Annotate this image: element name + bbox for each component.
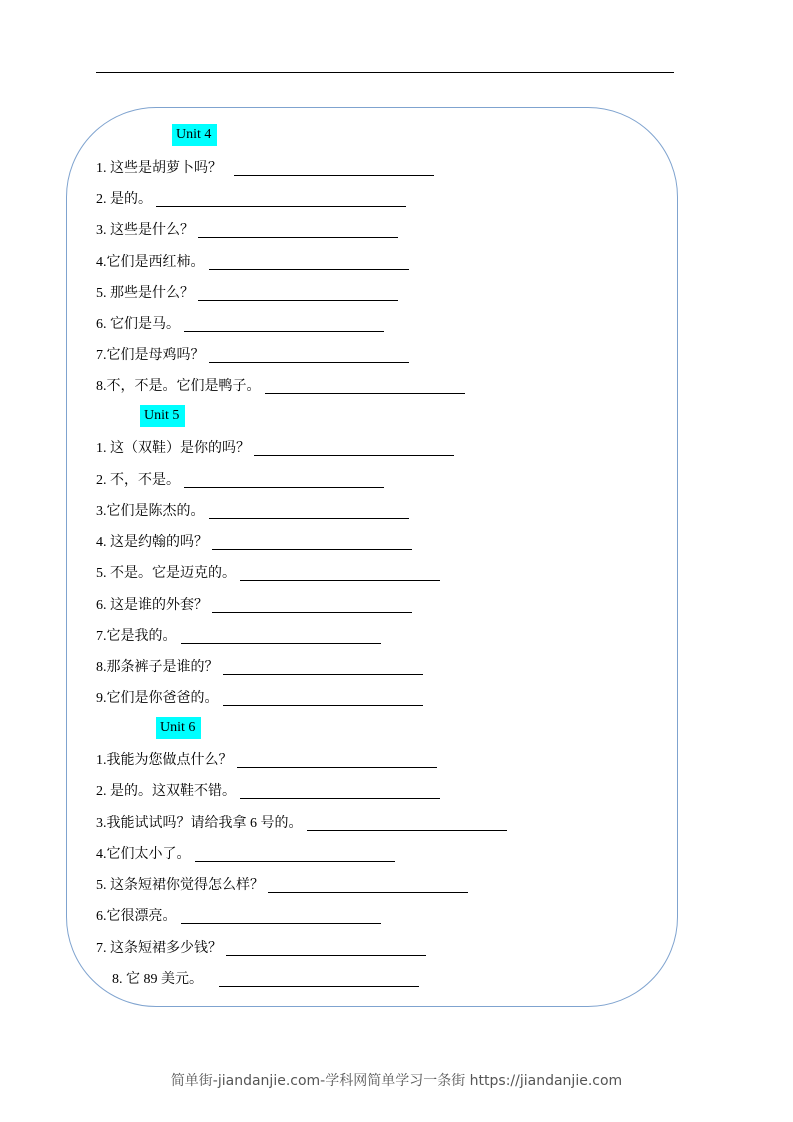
question-row	[96, 875, 468, 895]
question-row	[96, 376, 465, 396]
question-text: 8.不，不是。它们是鸭子。	[96, 379, 261, 394]
question-text: 7. 这条短裙多少钱？	[96, 941, 222, 956]
question-row	[96, 345, 409, 365]
question-text: 4.它们是西红柿。	[96, 255, 205, 270]
question-row	[96, 626, 381, 646]
question-row	[112, 969, 419, 989]
question-text: 3.我能试试吗？请给我拿 6 号的。	[96, 816, 303, 831]
question-text: 7.它是我的。	[96, 629, 177, 644]
question-text: 1.我能为您做点什么？	[96, 753, 233, 768]
header-rule	[96, 72, 674, 73]
question-row	[96, 220, 398, 240]
answer-blank[interactable]	[268, 892, 468, 893]
question-text: 2. 是的。这双鞋不错。	[96, 784, 236, 799]
answer-blank[interactable]	[181, 923, 381, 924]
question-text: 4.它们太小了。	[96, 847, 191, 862]
question-row	[96, 938, 426, 958]
answer-blank[interactable]	[209, 518, 409, 519]
question-text: 3. 这些是什么？	[96, 223, 194, 238]
question-text: 3.它们是陈杰的。	[96, 504, 205, 519]
answer-blank[interactable]	[198, 300, 398, 301]
answer-blank[interactable]	[234, 175, 434, 176]
answer-blank[interactable]	[195, 861, 395, 862]
question-row	[96, 501, 409, 521]
answer-blank[interactable]	[209, 269, 409, 270]
question-text: 8. 它 89 美元。	[112, 972, 203, 987]
answer-blank[interactable]	[240, 580, 440, 581]
answer-blank[interactable]	[156, 206, 406, 207]
answer-blank[interactable]	[212, 612, 412, 613]
question-row	[96, 688, 423, 708]
question-text: 6.它很漂亮。	[96, 909, 177, 924]
answer-blank[interactable]	[184, 487, 384, 488]
question-row	[96, 532, 412, 552]
question-row	[96, 844, 395, 864]
answer-blank[interactable]	[198, 237, 398, 238]
question-text: 5. 不是。它是迈克的。	[96, 566, 236, 581]
question-text: 1. 这些是胡萝卜吗？	[96, 161, 222, 176]
question-text: 4. 这是约翰的吗？	[96, 535, 208, 550]
question-text: 2. 不，不是。	[96, 473, 180, 488]
question-row	[96, 158, 434, 178]
question-row	[96, 470, 384, 490]
question-row	[96, 314, 384, 334]
question-text: 9.它们是你爸爸的。	[96, 691, 219, 706]
question-text: 5. 这条短裙你觉得怎么样？	[96, 878, 264, 893]
question-row	[96, 563, 440, 583]
answer-blank[interactable]	[254, 455, 454, 456]
question-text: 5. 那些是什么？	[96, 286, 194, 301]
question-row	[96, 750, 437, 770]
question-text: 7.它们是母鸡吗？	[96, 348, 205, 363]
answer-blank[interactable]	[212, 549, 412, 550]
answer-blank[interactable]	[209, 362, 409, 363]
question-text: 8.那条裤子是谁的？	[96, 660, 219, 675]
question-text: 2. 是的。	[96, 192, 152, 207]
question-row	[96, 438, 454, 458]
answer-blank[interactable]	[223, 705, 423, 706]
site-footer: 简单街-jiandanjie.com-学科网简单学习一条街 https://jiandanjie.com	[170, 1073, 623, 1089]
answer-blank[interactable]	[223, 674, 423, 675]
answer-blank[interactable]	[307, 830, 507, 831]
question-row	[96, 906, 381, 926]
question-row	[96, 781, 440, 801]
question-row	[96, 189, 406, 209]
answer-blank[interactable]	[240, 798, 440, 799]
question-row	[96, 657, 423, 677]
question-text: 6. 这是谁的外套？	[96, 598, 208, 613]
answer-blank[interactable]	[219, 986, 419, 987]
answer-blank[interactable]	[184, 331, 384, 332]
question-row	[96, 252, 409, 272]
question-text: 1. 这（双鞋）是你的吗？	[96, 441, 250, 456]
unit-heading: Unit 4	[172, 124, 217, 146]
answer-blank[interactable]	[265, 393, 465, 394]
unit-heading: Unit 5	[140, 405, 185, 427]
answer-blank[interactable]	[181, 643, 381, 644]
question-text: 6. 它们是马。	[96, 317, 180, 332]
question-row	[96, 283, 398, 303]
answer-blank[interactable]	[237, 767, 437, 768]
rounded-frame	[66, 107, 678, 1007]
answer-blank[interactable]	[226, 955, 426, 956]
question-row	[96, 813, 507, 833]
question-row	[96, 595, 412, 615]
unit-heading: Unit 6	[156, 717, 201, 739]
